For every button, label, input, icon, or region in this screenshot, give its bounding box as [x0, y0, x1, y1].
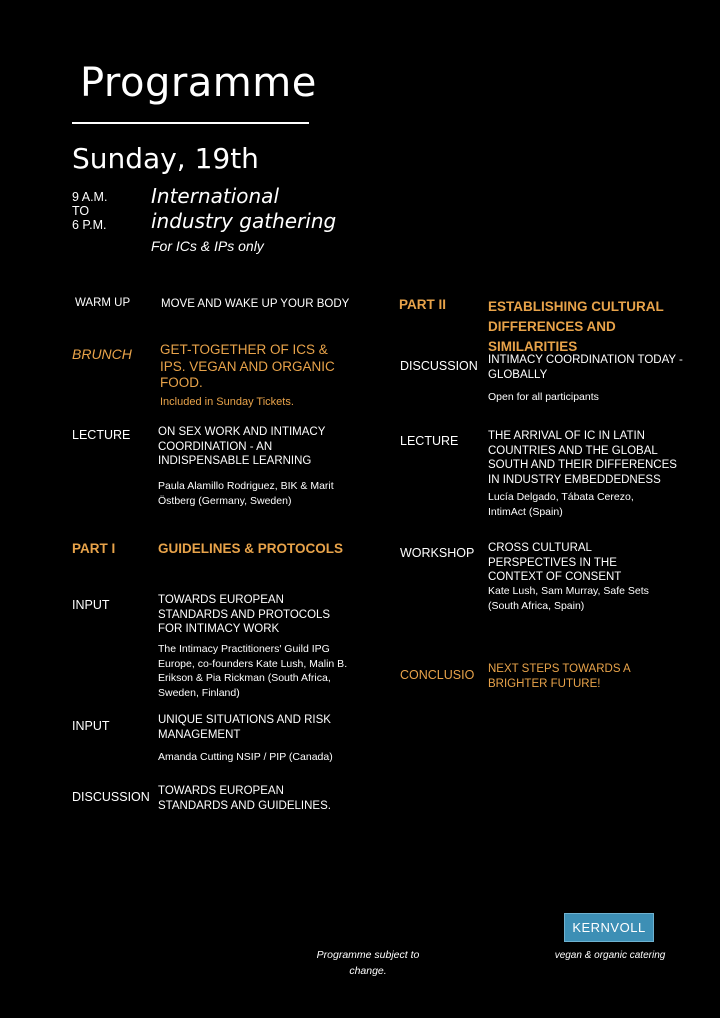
lecture-speakers: Paula Alamillo Rodriguez, BIK & Marit Östberg (Germany, Sweden)	[158, 480, 334, 507]
page-title: Programme	[80, 60, 317, 106]
r-discussion-label: DISCUSSION	[400, 359, 478, 373]
conclusion-label: CONCLUSIO	[400, 668, 475, 682]
r-discussion-note: Open for all participants	[488, 391, 599, 403]
warmup-text: MOVE AND WAKE UP YOUR BODY	[161, 298, 350, 310]
workshop-label: WORKSHOP	[400, 546, 475, 560]
logo-caption: vegan & organic catering	[554, 950, 666, 961]
r-discussion-text: INTIMACY COORDINATION TODAY - GLOBALLY	[488, 354, 683, 381]
r-lecture-speakers: Lucía Delgado, Tábata Cerezo, IntimAct (Spain)	[488, 491, 634, 518]
workshop-speakers: Kate Lush, Sam Murray, Safe Sets (South Africa, Spain)	[488, 585, 649, 612]
input2-text: UNIQUE SITUATIONS AND RISK MANAGEMENT	[158, 714, 331, 741]
event-title-line2: industry gathering	[151, 209, 337, 233]
input1-text: TOWARDS EUROPEAN STANDARDS AND PROTOCOLS FOR INTIMACY WORK	[158, 594, 331, 635]
part2-title: ESTABLISHING CULTURAL DIFFERENCES AND SIMILARITIES	[488, 299, 664, 354]
subject-to-change-note: Programme subject to change.	[316, 949, 420, 977]
workshop-text: CROSS CULTURAL PERSPECTIVES IN THE CONTEXT OF CONSENT	[488, 542, 622, 583]
time-start: 9 A.M.	[72, 190, 108, 204]
part1-title: GUIDELINES & PROTOCOLS	[158, 541, 344, 556]
day-heading: Sunday, 19th	[72, 142, 259, 175]
part2-label: PART II	[399, 297, 446, 312]
time-end: 6 P.M.	[72, 218, 107, 232]
kernvoll-logo: KERNVOLL	[564, 913, 654, 942]
input2-label: INPUT	[72, 719, 110, 733]
event-title	[151, 184, 336, 234]
input2-speakers: Amanda Cutting NSIP / PIP (Canada)	[158, 751, 333, 763]
event-title-line1: International	[151, 184, 279, 208]
part1-label: PART I	[72, 541, 116, 556]
discussion-text: TOWARDS EUROPEAN STANDARDS AND GUIDELINES.	[158, 785, 331, 812]
input1-speakers: The Intimacy Practitioners' Guild IPG Europe, co-founders Kate Lush, Malin B. Erikson & Pia Rickman (South Africa, Sweden, Finland)	[158, 643, 348, 699]
r-lecture-text: THE ARRIVAL OF IC IN LATIN COUNTRIES AND THE GLOBAL SOUTH AND THEIR DIFFERENCES IN INDUSTRY EMBEDDEDNESS	[488, 430, 677, 486]
lecture-label: LECTURE	[72, 428, 131, 442]
discussion-label: DISCUSSION	[72, 790, 150, 804]
brunch-note: Included in Sunday Tickets.	[160, 396, 294, 408]
brunch-label: BRUNCH	[72, 346, 132, 362]
time-to: TO	[72, 204, 90, 218]
lecture-text: ON SEX WORK AND INTIMACY COORDINATION - AN INDISPENSABLE LEARNING	[158, 426, 326, 467]
event-subtitle: For ICs & IPs only	[151, 238, 264, 254]
warmup-label: WARM UP	[75, 297, 131, 309]
conclusion-text: NEXT STEPS TOWARDS A BRIGHTER FUTURE!	[488, 663, 631, 690]
input1-label: INPUT	[72, 598, 110, 612]
brunch-text: GET-TOGETHER OF ICS & IPS. VEGAN AND ORGANIC FOOD.	[160, 342, 335, 390]
r-lecture-label: LECTURE	[400, 434, 459, 448]
title-divider	[72, 122, 309, 124]
